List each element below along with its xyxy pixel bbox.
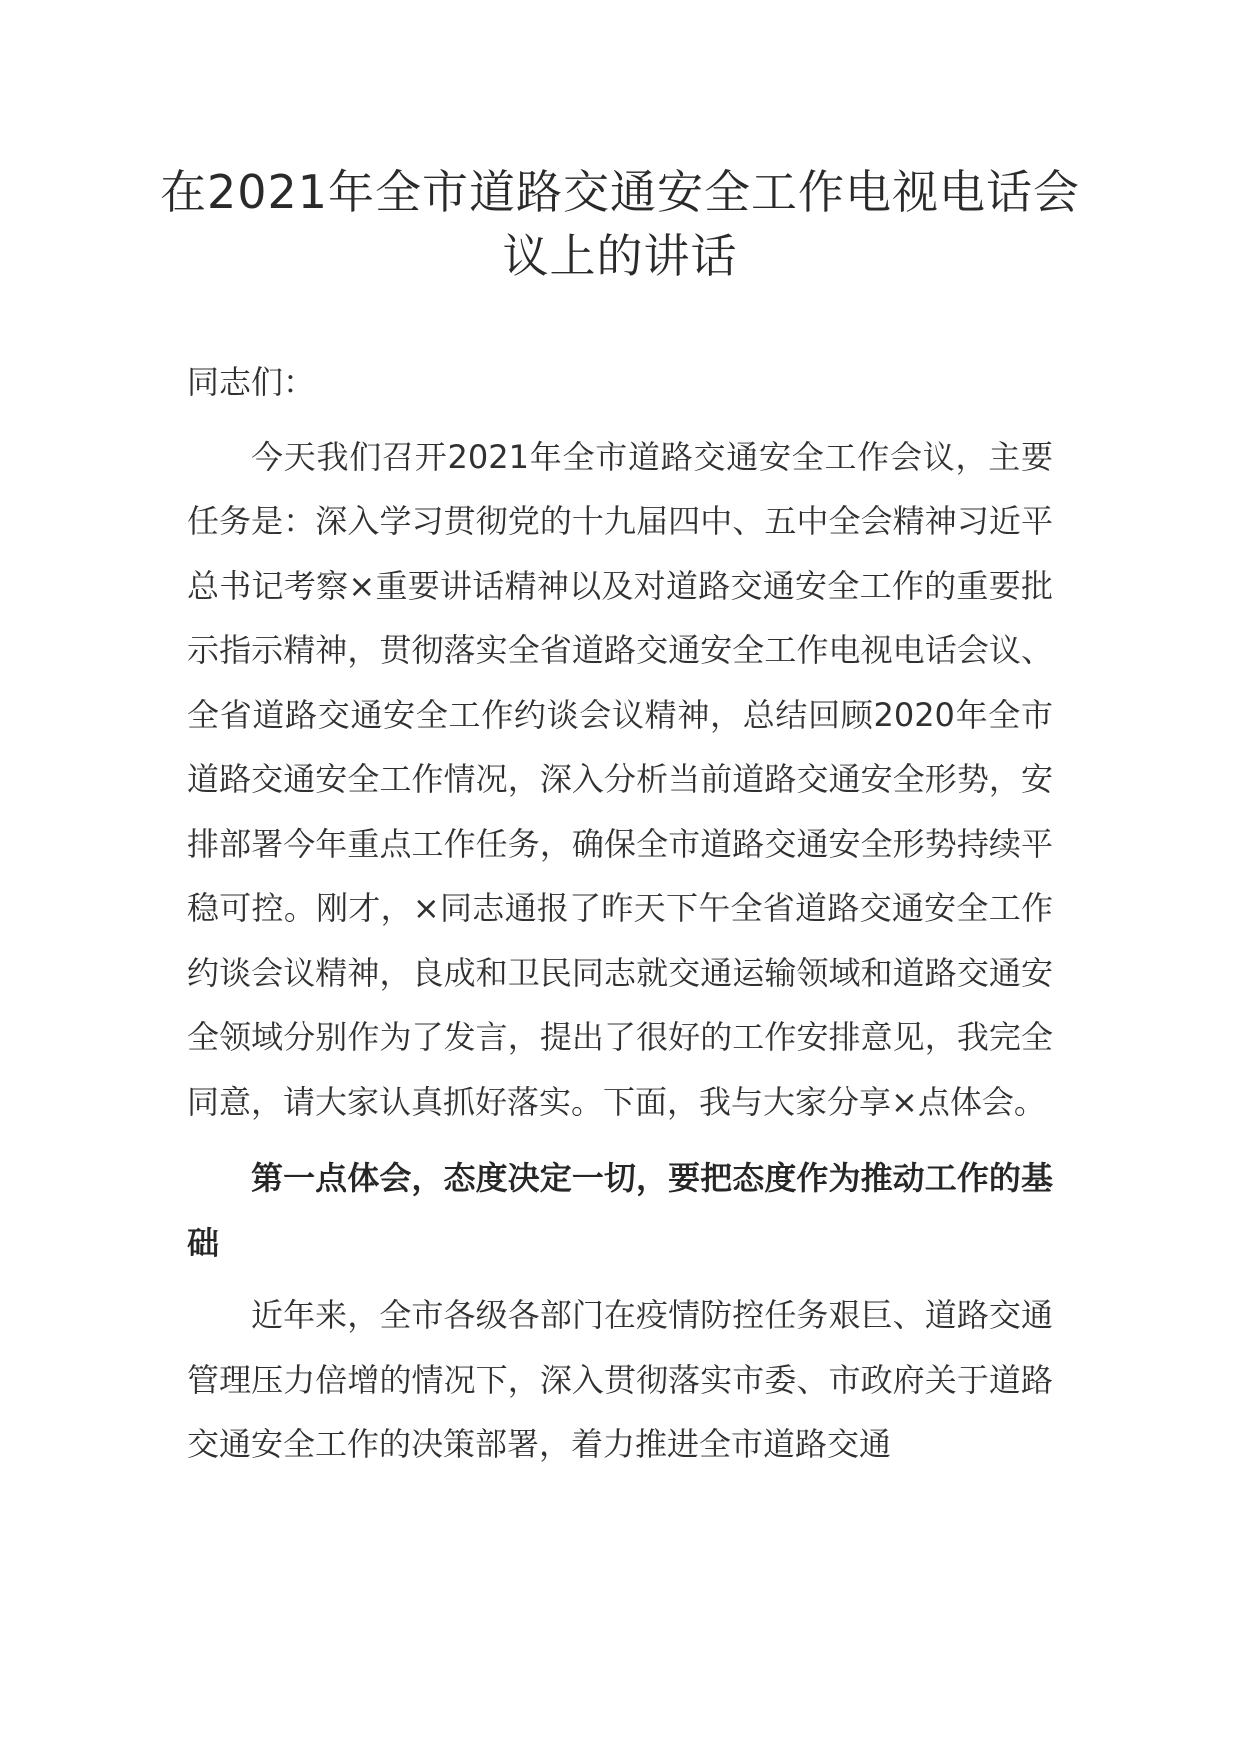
document-title: 在2021年全市道路交通安全工作电视电话会议上的讲话 (159, 165, 1081, 283)
paragraph-section-1: 近年来，全市各级各部门在疫情防控任务艰巨、道路交通管理压力倍增的情况下，深入贯彻落实市委、市政府关于道路交通安全工作的决策部署，着力推进全市道路交通 (187, 1296, 1053, 1463)
paragraph-opening: 今天我们召开2021年全市道路交通安全工作会议，主要任务是：深入学习贯彻党的十九届四中、五中全会精神习近平总书记考察×重要讲话精神以及对道路交通安全工作的重要批示指示精神，贯彻落实全省道路交通安全工作电视电话会议、全省道路交通安全工作约谈会议精神，总结回顾2020年全市道路交通安全工作情况，深入分析当前道路交通安全形势，安排部署今年重点工作任务，确保全市道路交通安全形势持续平稳可控。刚才，×同志通报了昨天下午全省道路交通安全工作约谈会议精神，良成和卫民同志就交通运输领域和道路交通安全领域分别作为了发言，提出了很好的工作安排意见，我完全同意，请大家认真抓好落实。下面，我与大家分享×点体会。 (187, 437, 1053, 1121)
salutation: 同志们： (187, 363, 316, 401)
section-heading-1: 第一点体会，态度决定一切，要把态度作为推动工作的基础 (187, 1159, 1053, 1262)
document-body (187, 350, 1053, 1489)
